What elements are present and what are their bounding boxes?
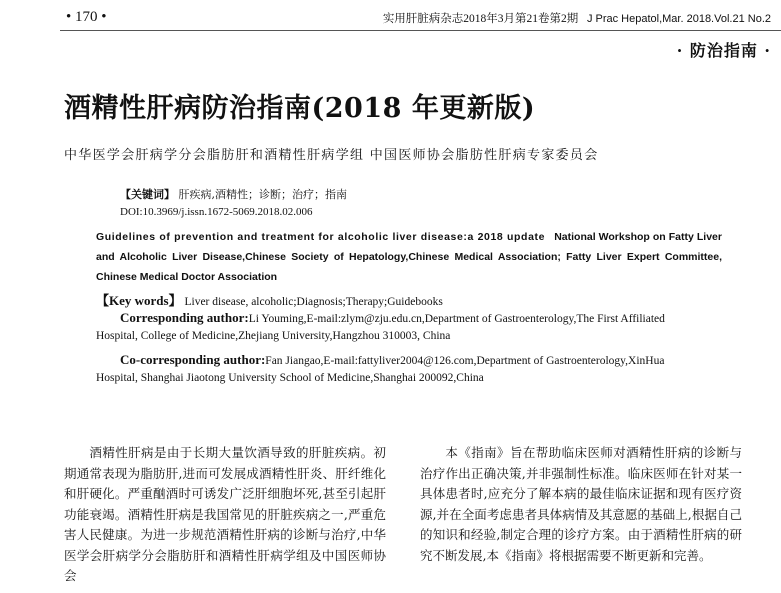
page-number: • 170 •	[66, 9, 107, 25]
body-column-right	[420, 443, 742, 566]
keywords-cn	[120, 186, 347, 202]
english-title: Guidelines of prevention and treatment for alcoholic liver disease:a 2018 update	[96, 231, 546, 243]
doi: DOI:10.3969/j.issn.1672-5069.2018.02.006	[120, 206, 313, 218]
journal-header	[383, 10, 771, 26]
english-keywords-text: Liver disease, alcoholic;Diagnosis;Therapy;Guidebooks	[184, 296, 443, 308]
co-corresponding-author	[120, 352, 664, 368]
article-title: 酒精性肝病防治指南(2018 年更新版)	[64, 93, 536, 124]
co-corresponding-author-line1: Fan Jiangao,E-mail:fattyliver2004@126.com,Department of Gastroenterology,XinHua	[265, 355, 665, 367]
corresponding-author	[120, 310, 665, 326]
journal-name-en: J Prac Hepatol,Mar. 2018.Vol.21 No.2	[586, 13, 771, 25]
english-author-groups: National Workshop on Fatty Liver and Alcoholic Liver Disease,Chinese Society of Hepatology,Chinese Medical Association; Fatty Liver Expert Committee, Chinese Medical Doctor Association	[96, 231, 722, 283]
corresponding-author-label: Corresponding author:	[120, 310, 249, 325]
co-corresponding-author-line2: Hospital, Shanghai Jiaotong University School of Medicine,Shanghai 200092,China	[96, 372, 484, 384]
body-paragraph-right: 本《指南》旨在帮助临床医师对酒精性肝病的诊断与治疗作出正确决策,并非强制性标准。临床医师在针对某一具体患者时,应充分了解本病的最佳临床证据和现有医疗资源,并在全面考虑患者具体病情及其意愿的基础上,根据自己的知识和经验,制定合理的诊疗方案。由于酒精性肝病的研究不断发展,本《指南》将根据需要不断更新和完善。	[420, 445, 742, 563]
english-keywords-label: 【Key words】	[96, 293, 182, 308]
body-paragraph-left: 酒精性肝病是由于长期大量饮酒导致的肝脏疾病。初期通常表现为脂肪肝,进而可发展成酒精性肝炎、肝纤维化和肝硬化。严重酗酒时可诱发广泛肝细胞坏死,甚至引起肝功能衰竭。酒精性肝病是我国常见的肝脏疾病之一,严重危害人民健康。为进一步规范酒精性肝病的诊断与治疗,中华医学会肝病学分会脂肪肝和酒精性肝病学组及中国医师协会	[64, 445, 386, 583]
corresponding-author-line1: Li Youming,E-mail:zlym@zju.edu.cn,Department of Gastroenterology,The First Affiliated	[248, 313, 665, 325]
keywords-label: 【关键词】	[120, 188, 175, 201]
keywords-text: 肝疾病,酒精性；诊断；治疗；指南	[178, 188, 347, 201]
body-column-left	[64, 443, 386, 587]
co-corresponding-author-label: Co-corresponding author:	[120, 352, 266, 367]
corresponding-author-line2: Hospital, College of Medicine,Zhejiang University,Hangzhou 310003, China	[96, 330, 451, 342]
english-keywords	[96, 290, 443, 309]
header-rule	[60, 30, 781, 31]
section-label: · 防治指南 ·	[676, 41, 771, 60]
author-groups: 中华医学会肝病学分会脂肪肝和酒精性肝病学组 中国医师协会脂肪性肝病专家委员会	[64, 148, 599, 163]
journal-name-cn: 实用肝脏病杂志2018年3月第21卷第2期	[382, 13, 579, 25]
english-title-block	[96, 227, 722, 287]
